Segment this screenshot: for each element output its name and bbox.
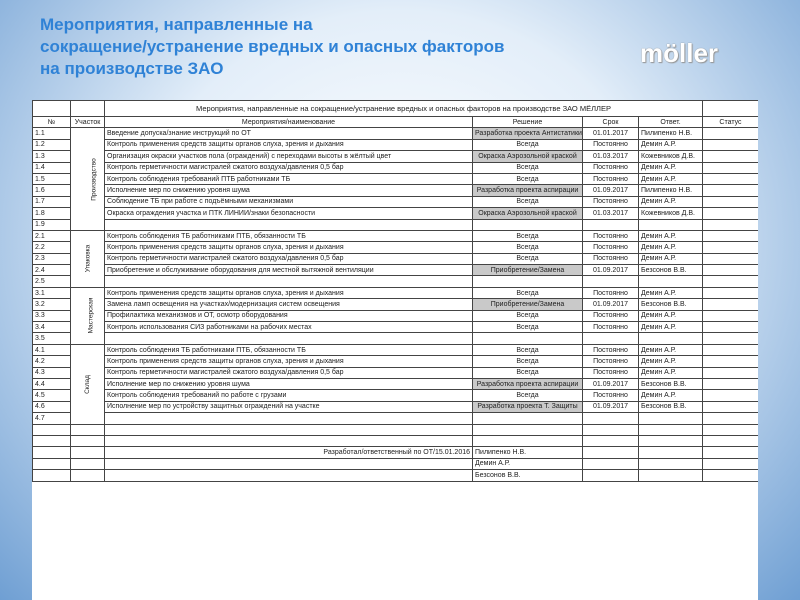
signature-row: [33, 447, 759, 458]
solution-cell: Разработка проекта Антистатики: [473, 128, 583, 139]
empty-row: [33, 424, 759, 435]
table-row: [33, 356, 759, 367]
deadline-cell: Постоянно: [583, 139, 639, 150]
deadline-cell: [583, 276, 639, 287]
solution-cell: [473, 219, 583, 230]
solution-cell: Всегда: [473, 173, 583, 184]
row-number: 1.3: [33, 151, 71, 162]
measure-cell: Контроль применения средств защиты органов слуха, зрения и дыхания: [105, 287, 473, 298]
solution-cell: Всегда: [473, 310, 583, 321]
measure-cell: Введение допуска/знание инструкций по ОТ: [105, 128, 473, 139]
responsible-cell: Демин А.Р.: [639, 390, 703, 401]
measure-cell: Контроль применения средств защиты органов слуха, зрения и дыхания: [105, 139, 473, 150]
spreadsheet-sheet: [32, 100, 758, 600]
deadline-cell: [583, 219, 639, 230]
table-row: [33, 139, 759, 150]
deadline-cell: Постоянно: [583, 310, 639, 321]
header-responsible: Ответ.: [639, 117, 703, 128]
solution-cell: Всегда: [473, 253, 583, 264]
measure-cell: Контроль применения средств защиты органов слуха, зрения и дыхания: [105, 242, 473, 253]
row-number: 3.1: [33, 287, 71, 298]
signature-label: [105, 458, 473, 469]
row-number: 1.9: [33, 219, 71, 230]
solution-cell: Приобретение/Замена: [473, 299, 583, 310]
responsible-cell: [639, 413, 703, 424]
responsible-cell: Пилипенко Н.В.: [639, 128, 703, 139]
document-title: Мероприятия, направленные на сокращение/устранение вредных и опасных факторов на производстве ЗАО МЁЛЛЕР: [105, 101, 703, 117]
responsible-cell: Демин А.Р.: [639, 356, 703, 367]
solution-cell: [473, 276, 583, 287]
status-cell: [703, 162, 759, 173]
measure-cell: Соблюдение ТБ при работе с подъёмными механизмами: [105, 196, 473, 207]
measure-cell: Контроль соблюдения ТБ работниками ПТБ, обязанности ТБ: [105, 344, 473, 355]
table-row: [33, 299, 759, 310]
measure-cell: [105, 333, 473, 344]
responsible-cell: Демин А.Р.: [639, 367, 703, 378]
row-number: 4.7: [33, 413, 71, 424]
measure-cell: Контроль соблюдения требований по работе с грузами: [105, 390, 473, 401]
row-number: 2.1: [33, 230, 71, 241]
deadline-cell: 01.01.2017: [583, 128, 639, 139]
measure-cell: Окраска ограждения участка и ПТК ЛИНИИ/знаки безопасности: [105, 208, 473, 219]
responsible-cell: Демин А.Р.: [639, 242, 703, 253]
status-cell: [703, 344, 759, 355]
table-row: [33, 413, 759, 424]
solution-cell: [473, 333, 583, 344]
deadline-cell: 01.09.2017: [583, 401, 639, 412]
signature-label: Разработал/ответственный по ОТ/15.01.2016: [105, 447, 473, 458]
responsible-cell: Демин А.Р.: [639, 196, 703, 207]
section-label: [71, 230, 105, 287]
responsible-cell: Демин А.Р.: [639, 230, 703, 241]
responsible-cell: Пилипенко Н.В.: [639, 185, 703, 196]
measure-cell: Контроль использования СИЗ работниками на рабочих местах: [105, 322, 473, 333]
deadline-cell: 01.09.2017: [583, 265, 639, 276]
status-cell: [703, 173, 759, 184]
responsible-cell: Безсонов В.В.: [639, 299, 703, 310]
status-cell: [703, 196, 759, 207]
table-row: [33, 322, 759, 333]
section-label: [71, 287, 105, 344]
slide-title-line-1: Мероприятия, направленные на: [40, 15, 313, 34]
status-cell: [703, 310, 759, 321]
company-logo: [640, 32, 752, 74]
status-cell: [703, 151, 759, 162]
responsible-cell: Демин А.Р.: [639, 162, 703, 173]
header-status: Статус: [703, 117, 759, 128]
row-number: 1.6: [33, 185, 71, 196]
status-cell: [703, 185, 759, 196]
solution-cell: Окраска Аэрозольной краской: [473, 208, 583, 219]
row-number: 2.3: [33, 253, 71, 264]
table-row: [33, 185, 759, 196]
solution-cell: Всегда: [473, 162, 583, 173]
signature-label: [105, 470, 473, 481]
solution-cell: Всегда: [473, 242, 583, 253]
measure-cell: Контроль применения средств защиты органов слуха, зрения и дыхания: [105, 356, 473, 367]
deadline-cell: Постоянно: [583, 173, 639, 184]
solution-cell: Всегда: [473, 367, 583, 378]
measure-cell: [105, 276, 473, 287]
deadline-cell: Постоянно: [583, 230, 639, 241]
measure-cell: Приобретение и обслуживание оборудования для местной вытяжной вентиляции: [105, 265, 473, 276]
deadline-cell: Постоянно: [583, 287, 639, 298]
slide-title-line-2: сокращение/устранение вредных и опасных факторов: [40, 37, 505, 56]
deadline-cell: [583, 333, 639, 344]
row-number: 4.2: [33, 356, 71, 367]
table-row: [33, 310, 759, 321]
deadline-cell: Постоянно: [583, 242, 639, 253]
solution-cell: Всегда: [473, 287, 583, 298]
table-row: [33, 367, 759, 378]
measure-cell: [105, 413, 473, 424]
responsible-cell: Безсонов В.В.: [639, 378, 703, 389]
responsible-cell: Демин А.Р.: [639, 322, 703, 333]
table-row: [33, 344, 759, 355]
logo-text: möller: [640, 38, 719, 68]
solution-cell: Всегда: [473, 322, 583, 333]
row-number: 1.8: [33, 208, 71, 219]
table-row: [33, 242, 759, 253]
status-cell: [703, 390, 759, 401]
row-number: 3.2: [33, 299, 71, 310]
responsible-cell: Кожевников Д.В.: [639, 208, 703, 219]
row-number: 1.1: [33, 128, 71, 139]
measure-cell: Контроль соблюдения ТБ работниками ПТБ, обязанности ТБ: [105, 230, 473, 241]
responsible-cell: Демин А.Р.: [639, 310, 703, 321]
solution-cell: Всегда: [473, 230, 583, 241]
responsible-cell: Демин А.Р.: [639, 344, 703, 355]
solution-cell: Всегда: [473, 390, 583, 401]
solution-cell: Приобретение/Замена: [473, 265, 583, 276]
deadline-cell: Постоянно: [583, 367, 639, 378]
table-row: [33, 265, 759, 276]
responsible-cell: Кожевников Д.В.: [639, 151, 703, 162]
status-cell: [703, 333, 759, 344]
deadline-cell: Постоянно: [583, 196, 639, 207]
row-number: 4.5: [33, 390, 71, 401]
status-cell: [703, 322, 759, 333]
deadline-cell: 01.09.2017: [583, 299, 639, 310]
deadline-cell: 01.03.2017: [583, 208, 639, 219]
deadline-cell: Постоянно: [583, 253, 639, 264]
row-number: 4.6: [33, 401, 71, 412]
table-row: [33, 287, 759, 298]
status-cell: [703, 242, 759, 253]
deadline-cell: Постоянно: [583, 162, 639, 173]
responsible-cell: [639, 219, 703, 230]
table-row: [33, 390, 759, 401]
status-cell: [703, 356, 759, 367]
measure-cell: Контроль герметичности магистралей сжатого воздуха/давления 0,5 бар: [105, 367, 473, 378]
row-number: 2.2: [33, 242, 71, 253]
status-cell: [703, 230, 759, 241]
section-label: [71, 344, 105, 424]
row-number: 3.3: [33, 310, 71, 321]
signature-name: Безсонов В.В.: [473, 470, 583, 481]
header-deadline: Срок: [583, 117, 639, 128]
status-cell: [703, 276, 759, 287]
measure-cell: Замена ламп освещения на участках/модернизация систем освещения: [105, 299, 473, 310]
table-row: [33, 253, 759, 264]
header-solution: Решение: [473, 117, 583, 128]
header-number: №: [33, 117, 71, 128]
table-row: [33, 208, 759, 219]
table-row: [33, 230, 759, 241]
responsible-cell: Демин А.Р.: [639, 173, 703, 184]
responsible-cell: Демин А.Р.: [639, 287, 703, 298]
header-area: Участок: [71, 117, 105, 128]
measure-cell: Исполнение мер по снижению уровня шума: [105, 185, 473, 196]
slide-title: [40, 14, 600, 80]
deadline-cell: 01.09.2017: [583, 378, 639, 389]
measure-cell: Профилактика механизмов и ОТ, осмотр оборудования: [105, 310, 473, 321]
solution-cell: Всегда: [473, 344, 583, 355]
deadline-cell: Постоянно: [583, 344, 639, 355]
solution-cell: [473, 413, 583, 424]
responsible-cell: [639, 276, 703, 287]
row-number: 1.7: [33, 196, 71, 207]
solution-cell: Разработка проекта аспирации: [473, 378, 583, 389]
section-label-text: Мастерская: [87, 297, 95, 334]
row-number: 1.5: [33, 173, 71, 184]
solution-cell: Всегда: [473, 139, 583, 150]
status-cell: [703, 413, 759, 424]
section-label-text: Производство: [90, 157, 98, 201]
status-cell: [703, 367, 759, 378]
solution-cell: Разработка проекта Т. Защиты: [473, 401, 583, 412]
table-row: [33, 219, 759, 230]
deadline-cell: Постоянно: [583, 390, 639, 401]
responsible-cell: Безсонов В.В.: [639, 401, 703, 412]
signature-name: Демин А.Р.: [473, 458, 583, 469]
responsible-cell: Демин А.Р.: [639, 139, 703, 150]
table-row: [33, 378, 759, 389]
deadline-cell: Постоянно: [583, 356, 639, 367]
measure-cell: Организация окраски участков пола (ограждений) с переходами высоты в жёлтый цвет: [105, 151, 473, 162]
header-measure: Мероприятия/наименование: [105, 117, 473, 128]
signature-row: [33, 458, 759, 469]
solution-cell: Всегда: [473, 196, 583, 207]
deadline-cell: [583, 413, 639, 424]
row-number: 4.4: [33, 378, 71, 389]
table-row: [33, 173, 759, 184]
measure-cell: [105, 219, 473, 230]
signature-row: [33, 470, 759, 481]
solution-cell: Разработка проекта аспирации: [473, 185, 583, 196]
status-cell: [703, 128, 759, 139]
status-cell: [703, 401, 759, 412]
table-row: [33, 128, 759, 139]
status-cell: [703, 378, 759, 389]
deadline-cell: Постоянно: [583, 322, 639, 333]
measure-cell: Исполнение мер по устройству защитных ограждений на участке: [105, 401, 473, 412]
status-cell: [703, 253, 759, 264]
signature-name: Пилипенко Н.В.: [473, 447, 583, 458]
solution-cell: Окраска Аэрозольной краской: [473, 151, 583, 162]
row-number: 4.3: [33, 367, 71, 378]
status-cell: [703, 139, 759, 150]
status-cell: [703, 265, 759, 276]
section-label-text: Склад: [84, 374, 91, 394]
row-number: 3.4: [33, 322, 71, 333]
responsible-cell: [639, 333, 703, 344]
measure-cell: Контроль герметичности магистралей сжатого воздуха/давления 0,5 бар: [105, 162, 473, 173]
row-number: 1.2: [33, 139, 71, 150]
row-number: 1.4: [33, 162, 71, 173]
table-row: [33, 151, 759, 162]
status-cell: [703, 219, 759, 230]
table-row: [33, 333, 759, 344]
measures-table: [32, 100, 758, 482]
row-number: 2.4: [33, 265, 71, 276]
measure-cell: Контроль герметичности магистралей сжатого воздуха/давления 0,5 бар: [105, 253, 473, 264]
row-number: 2.5: [33, 276, 71, 287]
table-row: [33, 401, 759, 412]
responsible-cell: Демин А.Р.: [639, 253, 703, 264]
section-label-text: Упаковка: [84, 245, 91, 273]
empty-row: [33, 435, 759, 446]
deadline-cell: 01.09.2017: [583, 185, 639, 196]
row-number: 4.1: [33, 344, 71, 355]
measure-cell: Контроль соблюдения требований ПТБ работниками ТБ: [105, 173, 473, 184]
responsible-cell: Безсонов В.В.: [639, 265, 703, 276]
status-cell: [703, 287, 759, 298]
row-number: 3.5: [33, 333, 71, 344]
solution-cell: Всегда: [473, 356, 583, 367]
slide-title-line-3: на производстве ЗАО: [40, 59, 224, 78]
table-row: [33, 196, 759, 207]
table-row: [33, 276, 759, 287]
deadline-cell: 01.03.2017: [583, 151, 639, 162]
measure-cell: Исполнение мер по снижению уровня шума: [105, 378, 473, 389]
status-cell: [703, 208, 759, 219]
section-label: [71, 128, 105, 231]
status-cell: [703, 299, 759, 310]
table-row: [33, 162, 759, 173]
